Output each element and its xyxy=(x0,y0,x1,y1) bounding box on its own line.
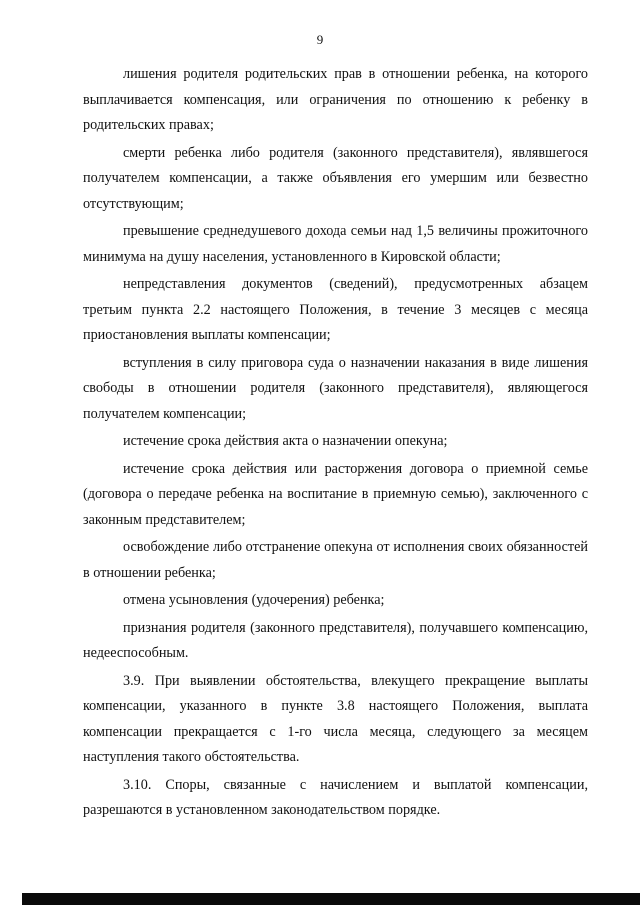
paragraph-adoption-cancel: отмена усыновления (удочерения) ребенка; xyxy=(123,592,385,608)
page-number: 9 xyxy=(316,32,324,47)
scan-bottom-border xyxy=(22,893,640,905)
paragraph-parental-rights: лишения родителя родительских прав в отношении ребенка, на которого выплачивается компенсация, или ограничения по отношению к ребенку в родительских правах; xyxy=(83,66,588,133)
paragraph-foster-contract: истечение срока действия или расторжения договора о приемной семье (договора о передаче ребенка на воспитание в приемную семью), заключенного с законным представителем; xyxy=(83,460,588,528)
paragraph-court-sentence: вступления в силу приговора суда о назначении наказания в виде лишения свободы в отношении родителя (законного представителя), являющегося получателем компенсации; xyxy=(83,354,588,422)
paragraph-guardian-act-expiry: истечение срока действия акта о назначении опекуна; xyxy=(123,433,448,449)
document-body xyxy=(83,62,588,824)
paragraph-guardian-release: освобождение либо отстранение опекуна от исполнения своих обязанностей в отношении ребенка; xyxy=(83,539,588,581)
paragraph-income-excess: превышение среднедушевого дохода семьи над 1,5 величины прожиточного минимума на душу населения, установленного в Кировской области; xyxy=(83,223,588,265)
paragraph-incapacity: признания родителя (законного представителя), получавшего компенсацию, недееспособным. xyxy=(83,619,588,661)
paragraph-documents-missing: непредставления документов (сведений), предусмотренных абзацем третьим пункта 2.2 настоящего Положения, в течение 3 месяцев с месяца приостановления выплаты компенсации; xyxy=(83,276,588,343)
paragraph-death: смерти ребенка либо родителя (законного представителя), являвшегося получателем компенсации, а также объявления его умершим или безвестно отсутствующим; xyxy=(83,144,588,212)
paragraph-section-3-10: 3.10. Споры, связанные с начислением и выплатой компенсации, разрешаются в установленном законодательством порядке. xyxy=(83,776,588,818)
paragraph-section-3-9: 3.9. При выявлении обстоятельства, влекущего прекращение выплаты компенсации, указанного в пункте 3.8 настоящего Положения, выплата компенсации прекращается с 1-го числа месяца, следующего за месяцем наступления такого обстоятельства. xyxy=(83,672,588,765)
